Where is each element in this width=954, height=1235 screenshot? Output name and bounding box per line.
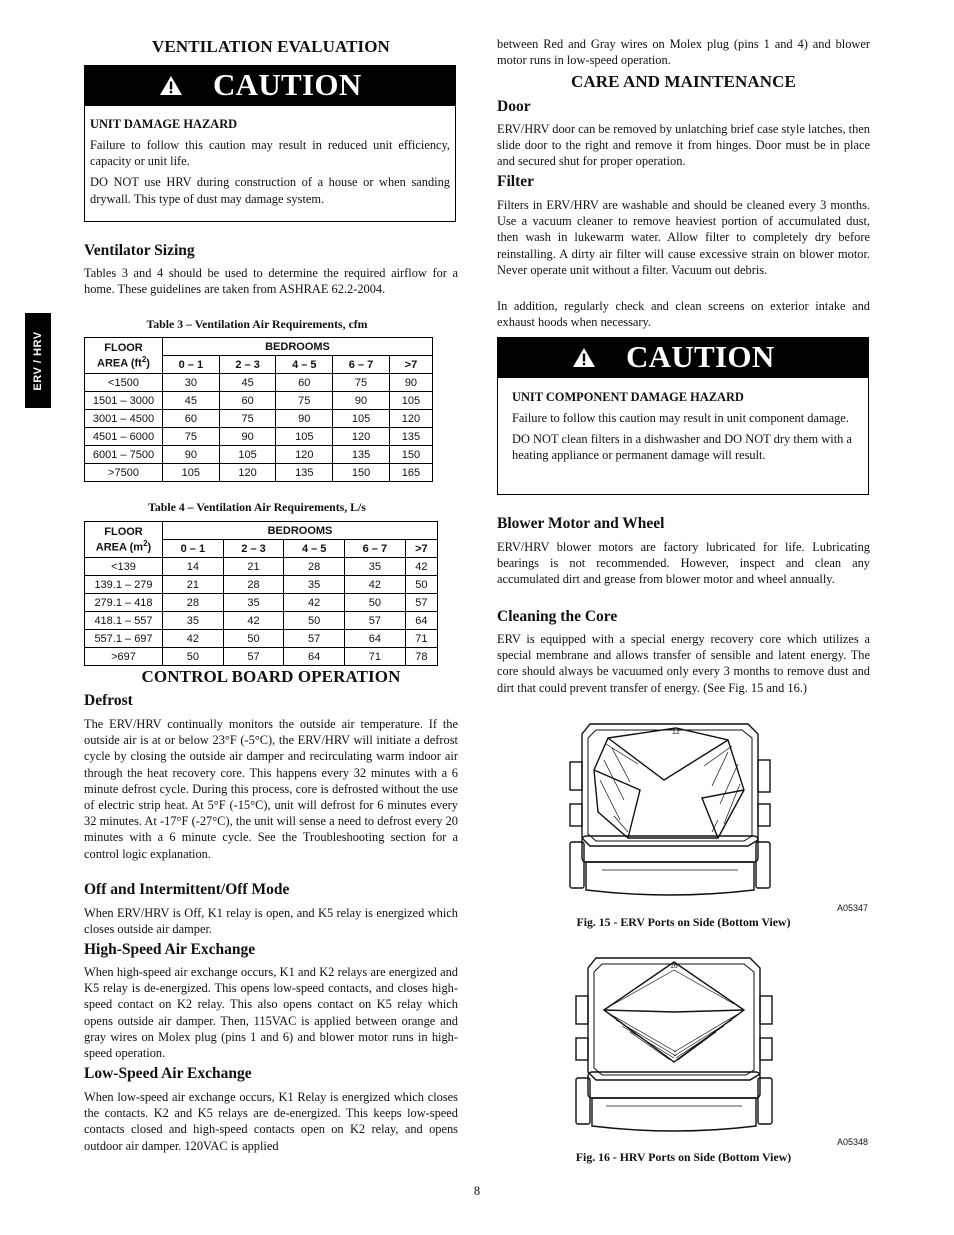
table-row bbox=[85, 648, 438, 666]
airflow-cell: 105 bbox=[389, 392, 432, 410]
airflow-cell: 64 bbox=[345, 630, 406, 648]
airflow-cell: 50 bbox=[405, 576, 437, 594]
bedrooms-col-header: 2 – 3 bbox=[223, 540, 284, 558]
fig16-hrv-drawing bbox=[574, 952, 774, 1136]
table4-caption: Table 4 – Ventilation Air Requirements, L/s bbox=[148, 500, 366, 514]
airflow-cell: 42 bbox=[284, 594, 345, 612]
door-heading: Door bbox=[497, 98, 531, 115]
airflow-cell: 42 bbox=[223, 612, 284, 630]
airflow-cell: 35 bbox=[223, 594, 284, 612]
airflow-cell: 28 bbox=[284, 558, 345, 576]
side-tab bbox=[25, 313, 51, 408]
airflow-cell: 14 bbox=[163, 558, 224, 576]
table-row bbox=[85, 576, 438, 594]
door-text: ERV/HRV door can be removed by unlatching brief case style latches, then slide door to the right and remove it from hinges. Door must be in place and secured shut for proper operation. bbox=[497, 122, 870, 169]
filter-text: Filters in ERV/HRV are washable and should be cleaned every 3 months. Use a vacuum cleaner to remove heaviest portion of accumulated dust, then wash in lukewarm water. Allow filter to completely dry before reinstalling. A dirty air filter will cause excessive strain on blower motor. Never operate unit without a filter. Vacuum out debris. bbox=[497, 198, 870, 277]
hazard-title: UNIT DAMAGE HAZARD bbox=[90, 117, 238, 131]
table-row bbox=[85, 464, 433, 482]
airflow-cell: 120 bbox=[389, 410, 432, 428]
airflow-cell: 35 bbox=[345, 558, 406, 576]
high-speed-text: When high-speed air exchange occurs, K1 and K2 relays are energized and K5 relay is de-energized. This opens low-speed contacts, and closes high-speed contact on K2 relay. This also opens contact on K5 relay which opens outside air damper. Then, 115VAC is applied between orange and gray wires on Molex plug (pins 1 and 6) and blower motor runs in high-speed operation. bbox=[84, 965, 458, 1061]
table3 bbox=[84, 337, 433, 482]
control-board-title: CONTROL BOARD OPERATION bbox=[141, 667, 401, 686]
airflow-cell: 42 bbox=[345, 576, 406, 594]
airflow-cell: 120 bbox=[276, 446, 333, 464]
floor-area-cell: 3001 – 4500 bbox=[85, 410, 163, 428]
airflow-cell: 50 bbox=[284, 612, 345, 630]
airflow-cell: 35 bbox=[163, 612, 224, 630]
floor-area-cell: >7500 bbox=[85, 464, 163, 482]
low-speed-text: When low-speed air exchange occurs, K1 Relay is energized which closes the contacts. K2 and K5 relays are de-energized. This keeps low-speed contacts closed and high-speed contacts open on K2 relay, and opens outdoor air damper. 120VAC is applied bbox=[84, 1090, 458, 1153]
defrost-heading: Defrost bbox=[84, 692, 133, 709]
caution-header bbox=[498, 338, 868, 378]
continued-text: between Red and Gray wires on Molex plug (pins 1 and 4) and blower motor runs in low-speed operation. bbox=[497, 37, 870, 68]
bedrooms-col-header: 0 – 1 bbox=[163, 540, 224, 558]
airflow-cell: 21 bbox=[223, 558, 284, 576]
floor-area-cell: >697 bbox=[85, 648, 163, 666]
airflow-cell: 28 bbox=[223, 576, 284, 594]
table-row bbox=[85, 428, 433, 446]
caution-text: Failure to follow this caution may result in unit component damage. bbox=[512, 411, 849, 425]
fig15-erv-drawing bbox=[568, 720, 773, 900]
airflow-cell: 64 bbox=[284, 648, 345, 666]
core-heading: Cleaning the Core bbox=[497, 608, 618, 625]
fig16-caption: Fig. 16 - HRV Ports on Side (Bottom View) bbox=[575, 1150, 792, 1164]
airflow-cell: 90 bbox=[219, 428, 276, 446]
airflow-cell: 42 bbox=[163, 630, 224, 648]
airflow-cell: 90 bbox=[276, 410, 333, 428]
airflow-cell: 90 bbox=[163, 446, 220, 464]
caution-box-unit-damage bbox=[84, 65, 456, 222]
table-row bbox=[85, 446, 433, 464]
fig15-code: A05347 bbox=[837, 903, 869, 913]
airflow-cell: 21 bbox=[163, 576, 224, 594]
warning-triangle-icon bbox=[159, 75, 183, 96]
hazard-title: UNIT COMPONENT DAMAGE HAZARD bbox=[512, 390, 744, 404]
blower-text: ERV/HRV blower motors are factory lubricated for life. Lubricating bearings is not recommended. However, inspect and clean any accumulated dirt and grease from blower motor and wheel annually. bbox=[497, 540, 870, 587]
bedrooms-col-header: 6 – 7 bbox=[333, 356, 390, 374]
floor-area-cell: 4501 – 6000 bbox=[85, 428, 163, 446]
svg-text:12: 12 bbox=[672, 729, 680, 736]
floor-area-cell: 139.1 – 279 bbox=[85, 576, 163, 594]
low-speed-heading: Low-Speed Air Exchange bbox=[84, 1065, 252, 1082]
airflow-cell: 90 bbox=[333, 392, 390, 410]
airflow-cell: 120 bbox=[219, 464, 276, 482]
airflow-cell: 60 bbox=[219, 392, 276, 410]
off-mode-heading: Off and Intermittent/Off Mode bbox=[84, 881, 290, 898]
caution-box-component-damage bbox=[497, 337, 869, 495]
floor-area-header: FLOOR AREA $(ft^2)$ bbox=[85, 338, 163, 374]
airflow-cell: 75 bbox=[163, 428, 220, 446]
core-text: ERV is equipped with a special energy recovery core which utilizes a special membrane and allows transfer of sensible and latent energy. The core should always be vacuumed only every 3 months to remove dust and dirt that could prevent transfer of energy. (See Fig. 15 and 16.) bbox=[497, 632, 870, 695]
bedrooms-col-header: 0 – 1 bbox=[163, 356, 220, 374]
caution-header bbox=[85, 66, 455, 106]
airflow-cell: 135 bbox=[276, 464, 333, 482]
airflow-cell: 105 bbox=[163, 464, 220, 482]
bedrooms-col-header: 4 – 5 bbox=[284, 540, 345, 558]
airflow-cell: 105 bbox=[276, 428, 333, 446]
bedrooms-col-header: 2 – 3 bbox=[219, 356, 276, 374]
floor-area-cell: <1500 bbox=[85, 374, 163, 392]
airflow-cell: 42 bbox=[405, 558, 437, 576]
defrost-text: The ERV/HRV continually monitors the outside air temperature. If the outside air is at or below 23°F (-5°C), the ERV/HRV will initiate a defrost cycle by closing the outside air damper and recirculating warm indoor air through the heat recovery core. This happens every 32 minutes with a 6 minute defrost cycle. During this process, core is defrosted without the use of electric strip heat. At 5°F (-15°C), unit will defrost for 6 minutes every 32 minutes. At -17°F (-27°C), the unit will sense a need to defrost every 20 minutes with a 6 minute cycle. See the Troubleshooting section for a control logic explanation. bbox=[84, 717, 458, 861]
table-row bbox=[85, 410, 433, 428]
care-maintenance-title: CARE AND MAINTENANCE bbox=[571, 72, 796, 91]
airflow-cell: 75 bbox=[219, 410, 276, 428]
airflow-cell: 50 bbox=[223, 630, 284, 648]
floor-area-cell: <139 bbox=[85, 558, 163, 576]
floor-area-header: FLOOR AREA $(m^2)$ bbox=[85, 522, 163, 558]
caution-text: DO NOT clean filters in a dishwasher and DO NOT dry them with a heating appliance or permanent damage will result. bbox=[512, 432, 852, 463]
floor-area-cell: 279.1 – 418 bbox=[85, 594, 163, 612]
off-mode-text: When ERV/HRV is Off, K1 relay is open, and K5 relay is energized which closes outside air damper. bbox=[84, 906, 458, 937]
high-speed-heading: High-Speed Air Exchange bbox=[84, 941, 256, 958]
airflow-cell: 35 bbox=[284, 576, 345, 594]
airflow-cell: 71 bbox=[345, 648, 406, 666]
bedrooms-col-header: 4 – 5 bbox=[276, 356, 333, 374]
airflow-cell: 60 bbox=[163, 410, 220, 428]
table3-caption: Table 3 – Ventilation Air Requirements, cfm bbox=[146, 317, 368, 331]
airflow-cell: 64 bbox=[405, 612, 437, 630]
bedrooms-header: BEDROOMS bbox=[163, 338, 433, 356]
airflow-cell: 150 bbox=[333, 464, 390, 482]
airflow-cell: 78 bbox=[405, 648, 437, 666]
caution-text: DO NOT use HRV during construction of a house or when sanding drywall. This type of dust may damage system. bbox=[90, 175, 450, 206]
ventilation-evaluation-title: VENTILATION EVALUATION bbox=[152, 37, 390, 56]
airflow-cell: 28 bbox=[163, 594, 224, 612]
airflow-cell: 90 bbox=[389, 374, 432, 392]
caution-label: CAUTION bbox=[626, 339, 775, 374]
floor-area-cell: 1501 – 3000 bbox=[85, 392, 163, 410]
airflow-cell: 105 bbox=[333, 410, 390, 428]
airflow-cell: 45 bbox=[219, 374, 276, 392]
filter-text-2: In addition, regularly check and clean screens on exterior intake and exhaust hoods when necessary. bbox=[497, 299, 870, 330]
bedrooms-col-header: 6 – 7 bbox=[345, 540, 406, 558]
airflow-cell: 165 bbox=[389, 464, 432, 482]
table-row bbox=[85, 630, 438, 648]
caution-label: CAUTION bbox=[213, 67, 362, 102]
table-row bbox=[85, 594, 438, 612]
table-row bbox=[85, 374, 433, 392]
caution-text: Failure to follow this caution may result in reduced unit efficiency, capacity or unit life. bbox=[90, 138, 450, 169]
airflow-cell: 60 bbox=[276, 374, 333, 392]
bedrooms-header: BEDROOMS bbox=[163, 522, 438, 540]
airflow-cell: 57 bbox=[345, 612, 406, 630]
airflow-cell: 50 bbox=[163, 648, 224, 666]
ventilator-sizing-text: Tables 3 and 4 should be used to determine the required airflow for a home. These guidelines are taken from ASHRAE 62.2-2004. bbox=[84, 266, 458, 297]
airflow-cell: 75 bbox=[276, 392, 333, 410]
fig15-caption: Fig. 15 - ERV Ports on Side (Bottom View) bbox=[576, 915, 791, 929]
airflow-cell: 135 bbox=[333, 446, 390, 464]
page-number: 8 bbox=[473, 1184, 481, 1198]
floor-area-cell: 6001 – 7500 bbox=[85, 446, 163, 464]
airflow-cell: 50 bbox=[345, 594, 406, 612]
side-tab-label: ERV / HRV bbox=[32, 330, 44, 391]
filter-heading: Filter bbox=[497, 173, 535, 190]
warning-triangle-icon bbox=[572, 347, 596, 368]
airflow-cell: 105 bbox=[219, 446, 276, 464]
floor-area-cell: 557.1 – 697 bbox=[85, 630, 163, 648]
airflow-cell: 150 bbox=[389, 446, 432, 464]
table-row bbox=[85, 558, 438, 576]
airflow-cell: 75 bbox=[333, 374, 390, 392]
airflow-cell: 57 bbox=[284, 630, 345, 648]
airflow-cell: 57 bbox=[223, 648, 284, 666]
airflow-cell: 30 bbox=[163, 374, 220, 392]
ventilator-sizing-heading: Ventilator Sizing bbox=[84, 242, 195, 259]
floor-area-cell: 418.1 – 557 bbox=[85, 612, 163, 630]
table-row bbox=[85, 392, 433, 410]
airflow-cell: 45 bbox=[163, 392, 220, 410]
table-row bbox=[85, 612, 438, 630]
blower-heading: Blower Motor and Wheel bbox=[497, 515, 665, 532]
bedrooms-col-header: >7 bbox=[389, 356, 432, 374]
bedrooms-col-header: >7 bbox=[405, 540, 437, 558]
airflow-cell: 57 bbox=[405, 594, 437, 612]
svg-text:16: 16 bbox=[670, 963, 678, 970]
fig16-code: A05348 bbox=[837, 1137, 869, 1147]
table4 bbox=[84, 521, 438, 666]
airflow-cell: 135 bbox=[389, 428, 432, 446]
airflow-cell: 71 bbox=[405, 630, 437, 648]
airflow-cell: 120 bbox=[333, 428, 390, 446]
